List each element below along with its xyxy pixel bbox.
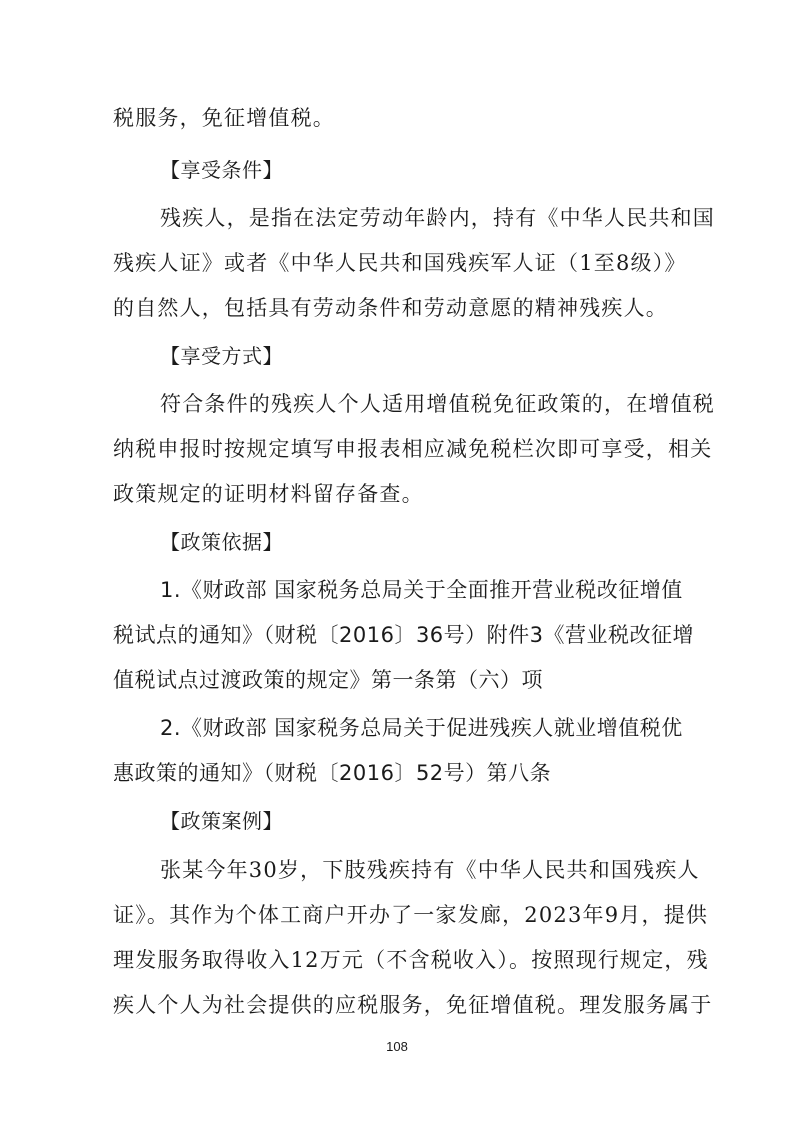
policy-basis-line: 惠政策的通知》（财税〔2016〕52号）第八条 [113, 761, 552, 785]
section-heading-method: 【享受方式】 [160, 344, 283, 368]
text-line: 张某今年30岁，下肢残疾持有《中华人民共和国残疾人 [160, 858, 700, 882]
policy-basis-line: 2.《财政部 国家税务总局关于促进残疾人就业增值税优 [160, 716, 683, 740]
section-heading-case: 【政策案例】 [160, 809, 283, 833]
text-line: 证》。其作为个体工商户开办了一家发廊，2023年9月，提供 [113, 903, 709, 927]
text-line: 理发服务取得收入12万元（不含税收入）。按照现行规定，残 [113, 948, 709, 972]
policy-basis-line: 税试点的通知》（财税〔2016〕36号）附件3《营业税改征增 [113, 623, 695, 647]
policy-basis-line: 1.《财政部 国家税务总局关于全面推开营业税改征增值 [160, 578, 683, 602]
text-line: 政策规定的证明材料留存备查。 [113, 482, 424, 506]
section-heading-basis: 【政策依据】 [160, 530, 283, 554]
text-line: 疾人个人为社会提供的应税服务，免征增值税。理发服务属于 [113, 993, 713, 1017]
section-heading-conditions: 【享受条件】 [160, 158, 283, 182]
text-line: 纳税申报时按规定填写申报表相应减免税栏次即可享受，相关 [113, 437, 713, 461]
text-line: 的自然人，包括具有劳动条件和劳动意愿的精神残疾人。 [113, 296, 668, 320]
text-line: 残疾人证》或者《中华人民共和国残疾军人证（1至8级）》 [113, 251, 687, 275]
page-number: 108 [386, 1039, 408, 1054]
text-line: 符合条件的残疾人个人适用增值税免征政策的，在增值税 [160, 392, 715, 416]
text-line: 税服务，免征增值税。 [113, 106, 335, 130]
text-line: 残疾人，是指在法定劳动年龄内，持有《中华人民共和国 [160, 206, 715, 230]
policy-basis-line: 值税试点过渡政策的规定》第一条第（六）项 [113, 668, 543, 692]
